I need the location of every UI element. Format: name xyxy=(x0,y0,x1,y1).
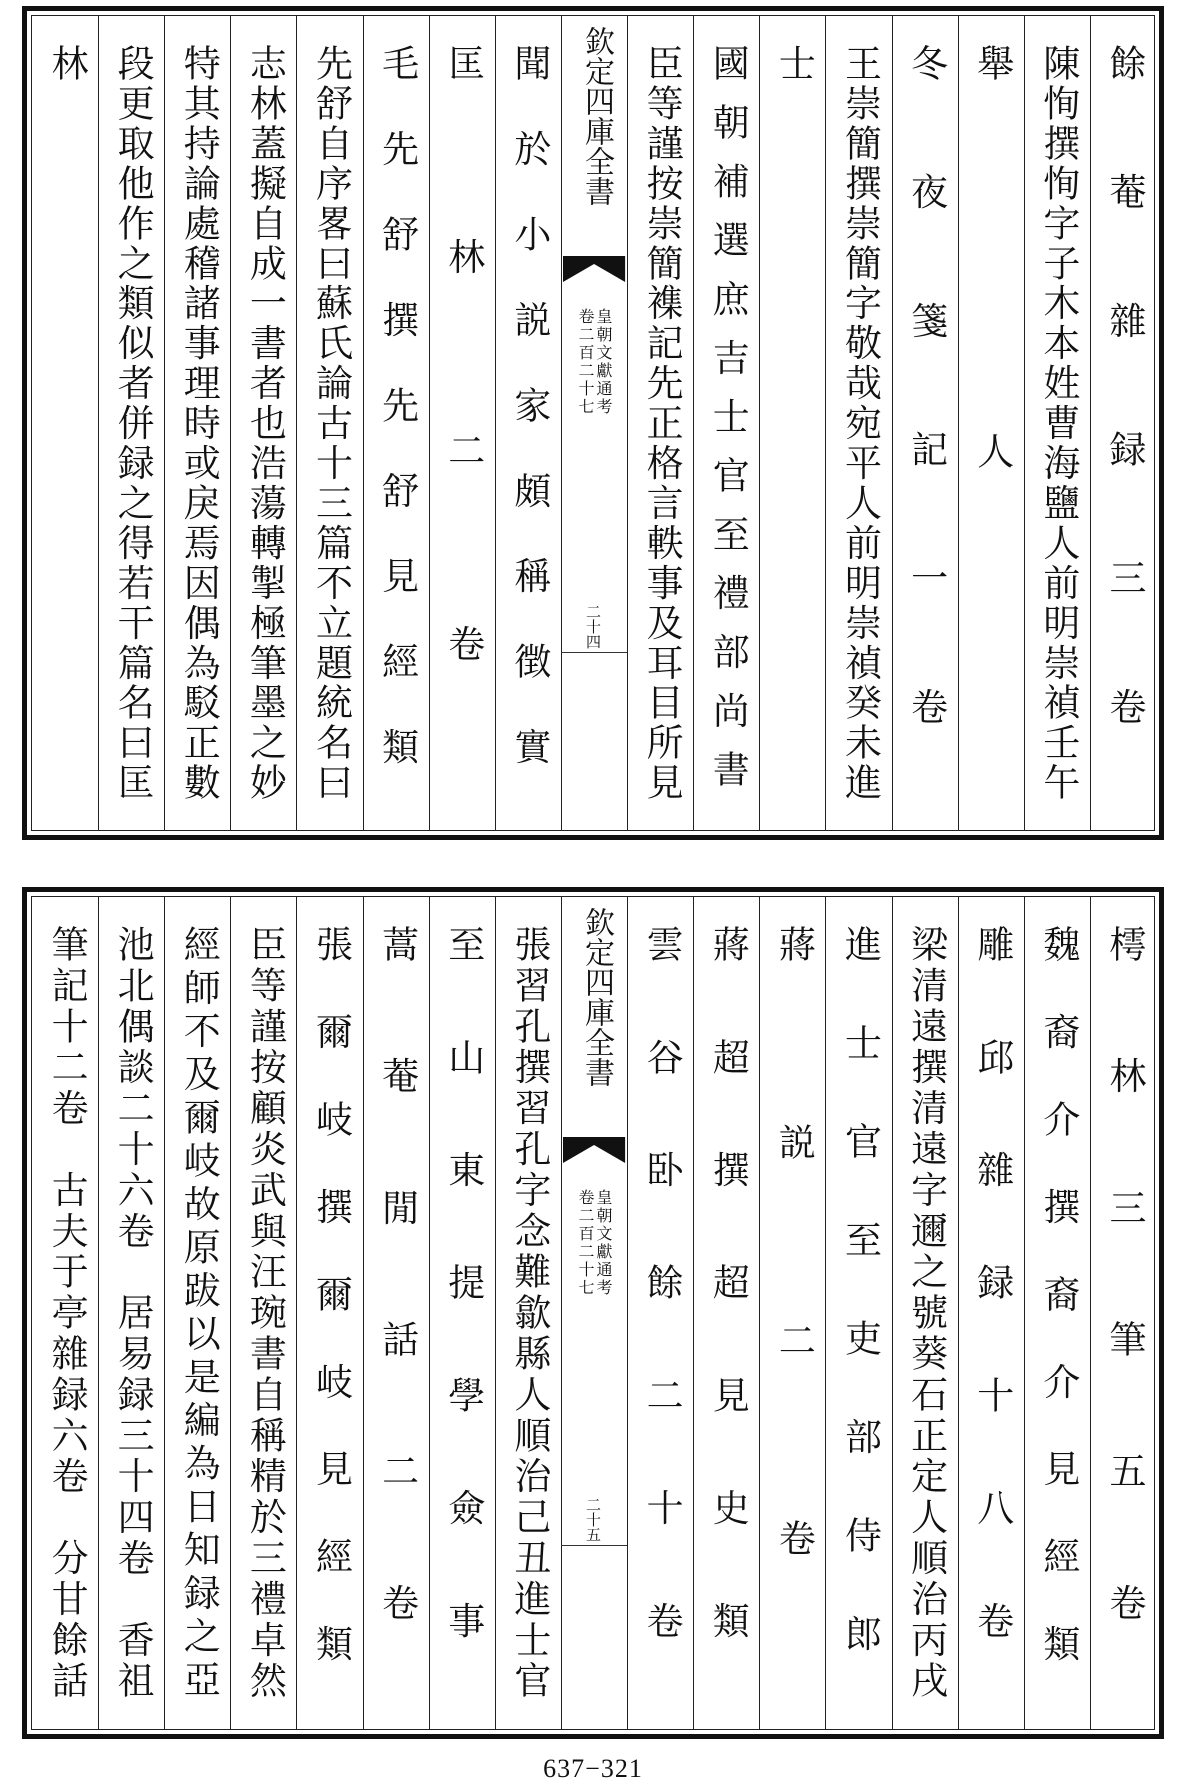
center-book-name: 皇朝文獻通考 xyxy=(593,1189,613,1297)
leaf-number: 二十四 xyxy=(584,603,602,649)
column-text: 至山東提學僉事 xyxy=(441,925,485,1714)
column-text: 蒿菴閒話二卷 xyxy=(375,925,419,1715)
column-text: 餘菴雜録三卷 xyxy=(1102,44,1146,816)
column-text: 毛先舒撰先舒見經類 xyxy=(375,44,419,813)
text-column xyxy=(759,897,825,1729)
text-column xyxy=(230,897,296,1729)
column-text: 先舒自序畧曰蘇氏論古十三篇不立題統名曰 xyxy=(309,44,353,803)
center-book-title: 欽定四庫全書 xyxy=(579,26,614,206)
column-text: 臣等謹按顧炎武與汪琬書自稱精於三禮卓然 xyxy=(243,925,287,1702)
center-book-info xyxy=(561,308,627,416)
bottom-page-frame xyxy=(31,896,1155,1730)
text-column xyxy=(429,897,495,1729)
column-text: 張習孔撰習孔字念難歙縣人順治己丑進士官 xyxy=(507,925,551,1702)
column-text: 士 xyxy=(772,44,816,821)
text-column xyxy=(495,16,561,830)
leaf-divider xyxy=(561,652,627,653)
column-text: 匡林二卷 xyxy=(441,44,485,818)
column-text: 陳恂撰恂字子木本姓曹海鹽人前明崇禎壬午 xyxy=(1036,44,1080,803)
text-column xyxy=(98,16,164,830)
text-column xyxy=(627,897,693,1729)
column-text: 進士官至吏部侍郎 xyxy=(838,925,882,1713)
text-column xyxy=(230,16,296,830)
fish-tail-mark-icon xyxy=(561,1135,627,1165)
text-column xyxy=(627,16,693,830)
text-column xyxy=(825,897,891,1729)
column-text: 王崇簡撰崇簡字敬哉宛平人前明崇禎癸未進 xyxy=(838,44,882,803)
leaf-divider xyxy=(561,1545,627,1546)
text-column xyxy=(759,16,825,830)
column-text: 經師不及爾岐故原跋以是編為日知録之亞 xyxy=(177,925,221,1703)
text-column xyxy=(958,16,1024,830)
center-margin-column xyxy=(561,897,627,1729)
column-text: 特其持論處稽諸事理時或戾焉因偶為駁正數 xyxy=(177,44,221,803)
column-text: 樗林三筆五卷 xyxy=(1102,925,1146,1715)
text-column xyxy=(296,897,362,1729)
column-text: 冬夜箋記一卷 xyxy=(904,44,948,816)
column-text: 臣等謹按崇簡襍記先正格言軼事及耳目所見 xyxy=(640,44,684,803)
text-column xyxy=(363,897,429,1729)
column-text: 舉人 xyxy=(970,44,1014,820)
text-column xyxy=(1090,16,1156,830)
text-column xyxy=(32,16,98,830)
center-volume: 卷二百二十七 xyxy=(575,1189,595,1297)
text-column xyxy=(495,897,561,1729)
column-text: 段更取他作之類似者併録之得若干篇名曰匡 xyxy=(111,44,155,803)
center-book-info xyxy=(561,1189,627,1297)
page-number: 637−321 xyxy=(543,1754,643,1783)
top-page-panel xyxy=(22,6,1164,840)
center-margin-column xyxy=(561,16,627,830)
top-page-frame xyxy=(31,15,1155,831)
column-text: 蔣超撰超見史類 xyxy=(706,925,750,1714)
text-column xyxy=(363,16,429,830)
column-text: 魏裔介撰裔介見經類 xyxy=(1036,925,1080,1712)
center-book-name: 皇朝文獻通考 xyxy=(593,308,613,416)
text-column xyxy=(429,16,495,830)
text-column xyxy=(892,897,958,1729)
text-column xyxy=(32,897,98,1729)
text-column xyxy=(958,897,1024,1729)
text-column xyxy=(693,897,759,1729)
text-column xyxy=(164,16,230,830)
text-column xyxy=(164,897,230,1729)
column-text: 雕邱雜録十八卷 xyxy=(970,925,1014,1714)
center-volume: 卷二百二十七 xyxy=(575,308,595,416)
column-text: 筆記十二卷 古夫于亭雜録六卷 分甘餘話 xyxy=(45,925,89,1702)
center-book-title: 欽定四庫全書 xyxy=(579,907,614,1087)
text-column xyxy=(1024,16,1090,830)
column-text: 蔣説二卷 xyxy=(772,925,816,1717)
text-column xyxy=(825,16,891,830)
text-column xyxy=(1090,897,1156,1729)
column-text: 梁清遠撰清遠字邇之號葵石正定人順治丙戌 xyxy=(904,925,948,1702)
column-text: 志林蓋擬自成一書者也浩蕩轉掣極筆墨之妙 xyxy=(243,44,287,803)
column-text: 雲谷卧餘二十卷 xyxy=(640,925,684,1714)
text-column xyxy=(1024,897,1090,1729)
bottom-page-panel xyxy=(22,887,1164,1739)
text-column xyxy=(693,16,759,830)
text-column xyxy=(98,897,164,1729)
column-text: 國朝補選庶吉士官至禮部尚書 xyxy=(706,44,750,809)
column-text: 聞於小説家頗稱徴實 xyxy=(507,44,551,813)
column-text: 張爾岐撰爾岐見經類 xyxy=(309,925,353,1712)
column-text: 池北偶談二十六卷 居易録三十四卷 香祖 xyxy=(111,925,155,1702)
text-column xyxy=(892,16,958,830)
column-text: 林 xyxy=(45,44,89,821)
fish-tail-mark-icon xyxy=(561,254,627,284)
text-column xyxy=(296,16,362,830)
leaf-number: 二十五 xyxy=(584,1497,602,1543)
